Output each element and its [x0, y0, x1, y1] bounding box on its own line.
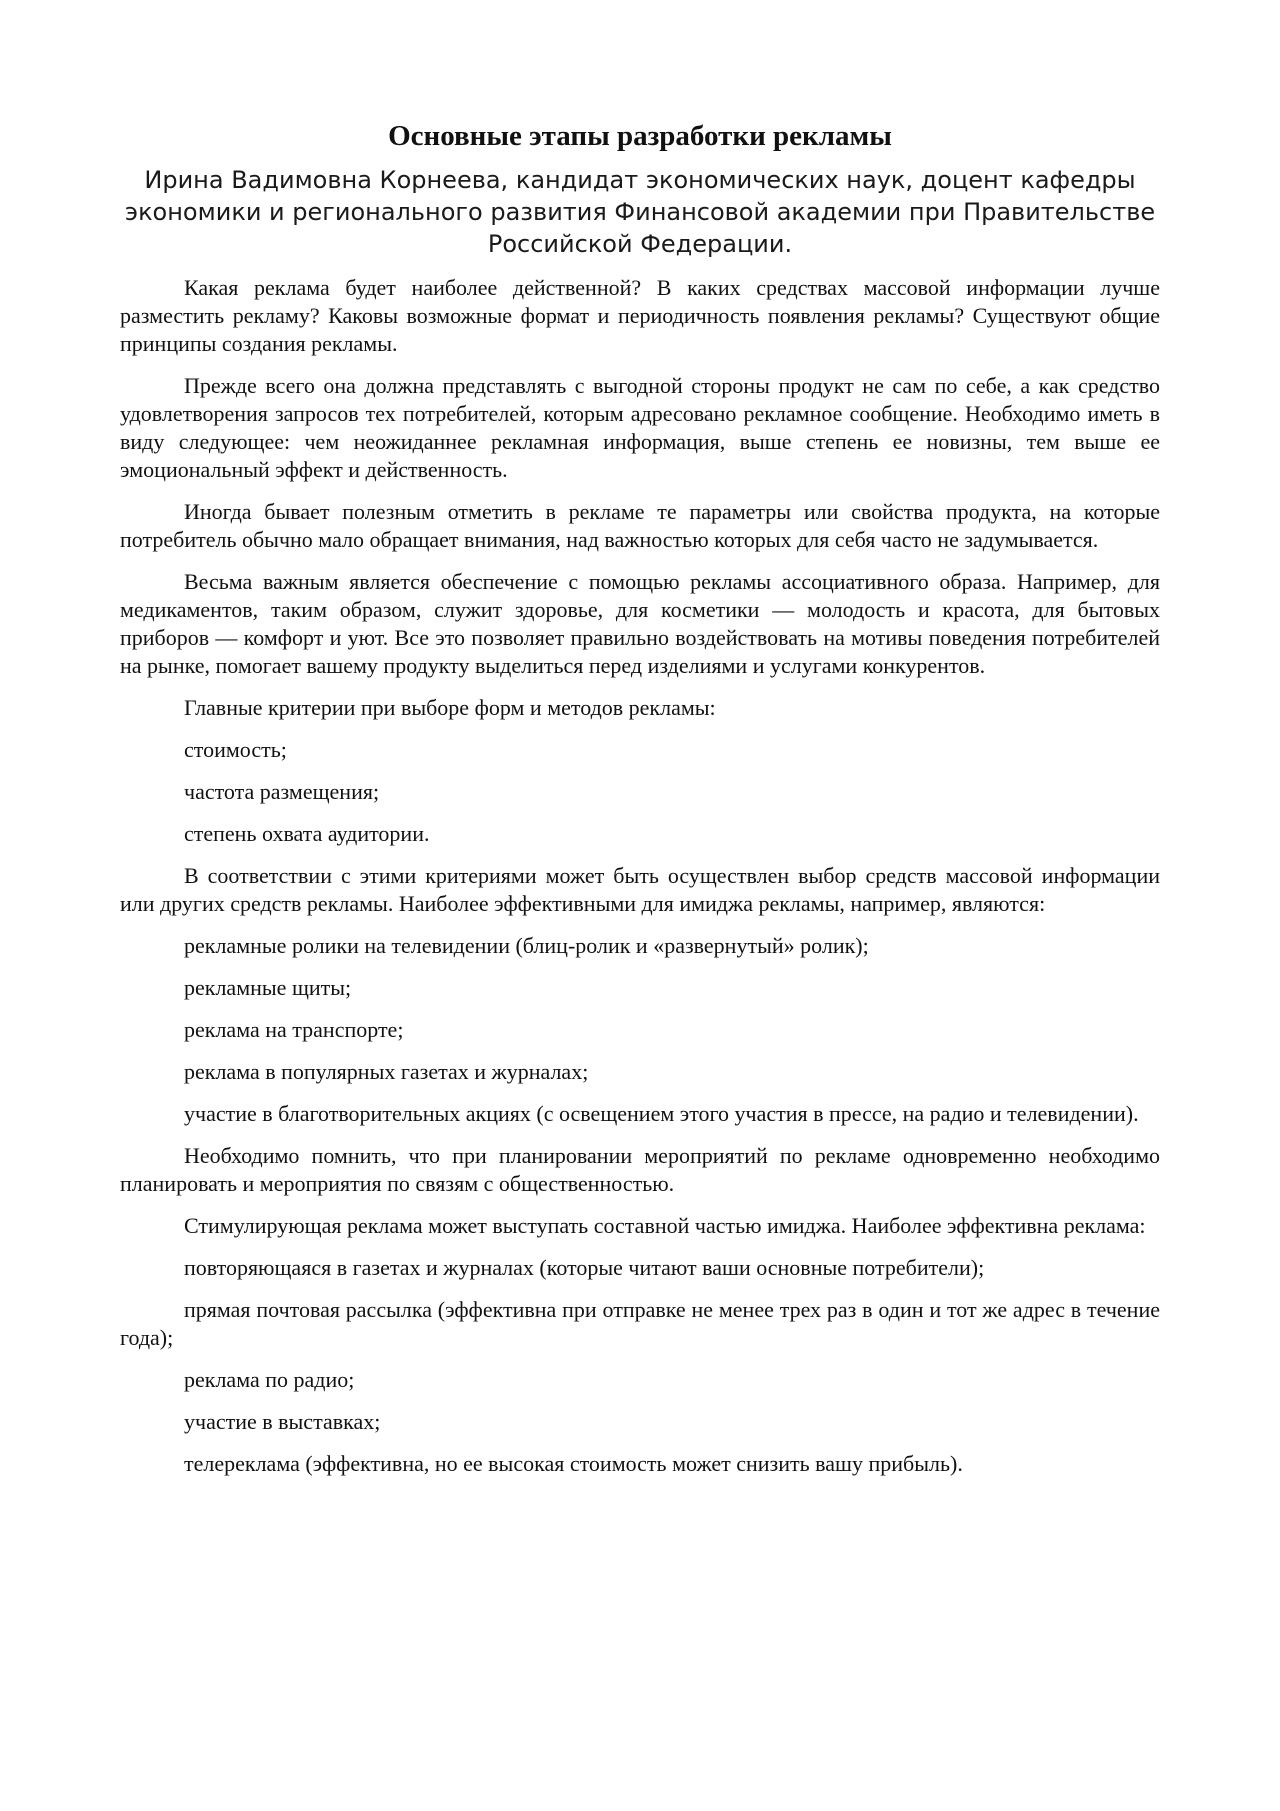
- body-paragraph: Прежде всего она должна представлять с выгодной стороны продукт не сам по себе, а как средство удовлетворения запросов тех потребителей, которым адресовано рекламное сообщение. Необходимо иметь в виду следующее: чем неожиданнее рекламная информация, выше степень ее новизны, тем выше ее эмоциональный эффект и действенность.: [120, 373, 1160, 482]
- list-item: участие в благотворительных акциях (с освещением этого участия в прессе, на радио и телевидении).: [184, 1101, 1139, 1126]
- list-item: прямая почтовая рассылка (эффективна при отправке не менее трех раз в один и тот же адрес в течение года);: [120, 1297, 1160, 1350]
- list-item: степень охвата аудитории.: [184, 821, 430, 846]
- list-item: частота размещения;: [184, 779, 380, 804]
- list-item: телереклама (эффективна, но ее высокая стоимость может снизить вашу прибыль).: [184, 1451, 963, 1476]
- list-item: Главные критерии при выборе форм и методов рекламы:: [184, 695, 716, 720]
- document-page: [120, 118, 1160, 1492]
- document-title: Основные этапы разработки рекламы: [388, 120, 892, 152]
- author-line: Ирина Вадимовна Корнеева, кандидат экономических наук, доцент кафедры экономики и регионального развития Финансовой академии при Правительстве Российской Федерации.: [124, 166, 1156, 258]
- body-paragraph: Необходимо помнить, что при планировании мероприятий по рекламе одновременно необходимо планировать и мероприятия по связям с общественностью.: [120, 1143, 1160, 1196]
- document-body: [120, 274, 1160, 1478]
- list-item: повторяющаяся в газетах и журналах (которые читают ваши основные потребители);: [184, 1255, 985, 1280]
- body-paragraph: Весьма важным является обеспечение с помощью рекламы ассоциативного образа. Например, для медикаментов, таким образом, служит здоровье, для косметики — молодость и красота, для бытовых приборов — комфорт и уют. Все это позволяет правильно воздействовать на мотивы поведения потребителей на рынке, помогает вашему продукту выделиться перед изделиями и услугами конкурентов.: [120, 569, 1160, 678]
- body-paragraph: Стимулирующая реклама может выступать составной частью имиджа. Наиболее эффективна реклама:: [184, 1213, 1146, 1238]
- body-paragraph: Иногда бывает полезным отметить в рекламе те параметры или свойства продукта, на которые потребитель обычно мало обращает внимания, над важностью которых для себя часто не задумывается.: [120, 499, 1160, 552]
- list-item: стоимость;: [184, 737, 287, 762]
- list-item: реклама по радио;: [184, 1367, 355, 1392]
- list-item: участие в выставках;: [184, 1409, 381, 1434]
- list-item: реклама в популярных газетах и журналах;: [184, 1059, 589, 1084]
- body-paragraph: Какая реклама будет наиболее действенной? В каких средствах массовой информации лучше разместить рекламу? Каковы возможные формат и периодичность появления рекламы? Существуют общие принципы создания рекламы.: [120, 275, 1160, 356]
- list-item: реклама на транспорте;: [184, 1017, 404, 1042]
- body-paragraph: В соответствии с этими критериями может быть осуществлен выбор средств массовой информации или других средств рекламы. Наиболее эффективными для имиджа рекламы, например, являются:: [120, 863, 1160, 916]
- list-item: рекламные щиты;: [184, 975, 352, 1000]
- list-item: рекламные ролики на телевидении (блиц-ролик и «развернутый» ролик);: [184, 933, 869, 958]
